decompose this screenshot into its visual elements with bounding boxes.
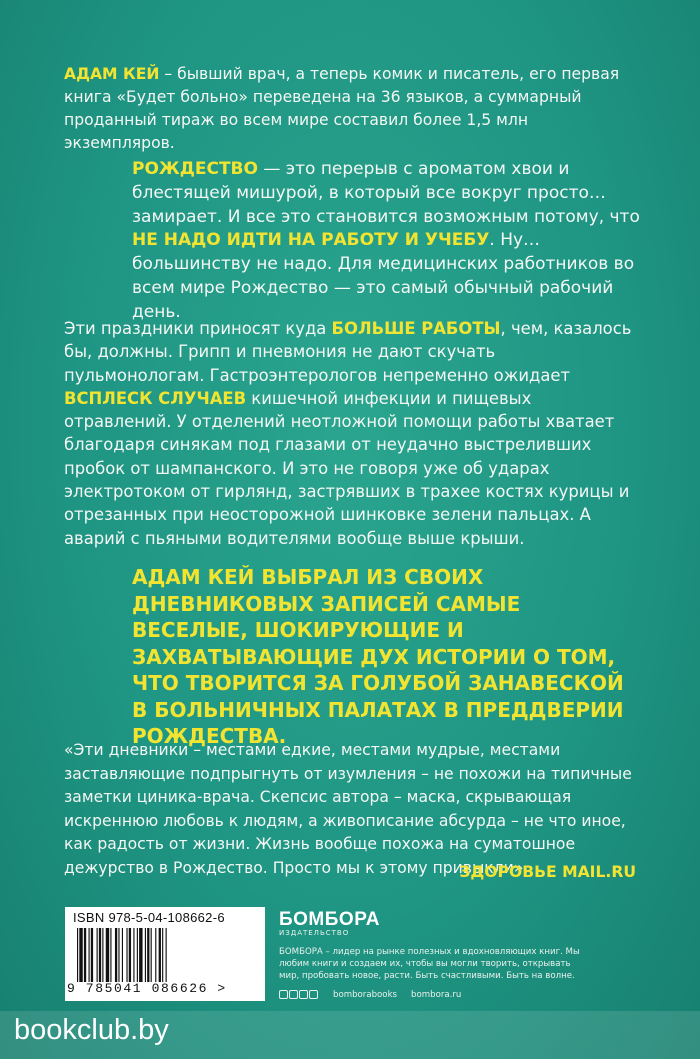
holidays-text-2: , чем, казалось бы, должны. Грипп и пневмония не дают скучать пульмонологам. Гастроэнтерологов непременно ожидает [64,319,632,385]
barcode-box [65,907,265,1001]
watermark-bar [0,1011,700,1059]
publisher-logo: БОМБОРА [279,909,380,930]
facebook-icon [279,990,288,999]
christmas-text-1: — это перерыв с ароматом хвои и блестящей мишурой, в который все вокруг просто… замирает. И все это становится возможным потому, что [132,159,640,227]
publisher-logo-subtitle: ИЗДАТЕЛЬСТВО [279,929,350,937]
author-bio [64,63,638,155]
more-work-highlight: БОЛЬШЕ РАБОТЫ [331,319,501,338]
christmas-text-2: . Ну… большинству не надо. Для медицинских работников во всем мире Рождество — это самый обычный рабочий день. [132,230,635,322]
youtube-icon [299,990,308,999]
review-quote: «Эти дневники – местами едкие, местами мудрые, местами заставляющие подпрыгнуть от изумления – не похожи на типичные заметки циника-врача. Скепсис автора – маска, скрывающая искреннюю любовь к людям, а живописание абсурда – не что иное, как радость от жизни. Жизнь вообще похожа на суматошное дежурство в Рождество. Просто мы к этому привыкли». [64,741,632,877]
holidays-text-3: кишечной инфекции и пищевых отравлений. У отделений неотложной помощи работы хватает благодаря синякам под глазами от неудачно выстреливших пробок от шампанского. И это не говоря уже об ударах электротоком от гирлянд, застрявших в трахее костях курицы и отрезанных при неосторожной шинковке зелени пальцах. А аварий с пьяными водителями вообще выше крыши. [64,388,630,548]
publisher-url: bombora.ru [411,990,462,1000]
publisher-social [279,990,639,1000]
social-handle: bomborabooks [333,990,398,1000]
barcode-digits: 9 785041 086626 > [67,981,227,996]
instagram-icon [309,990,318,999]
publisher-description: БОМБОРА – лидер на рынке полезных и вдохновляющих книг. Мы любим книги и создаем их, чтобы вы могли творить, открывать мир, пробовать новое, расти. Быть счастливыми. Быть на волне. [279,947,580,981]
holidays-paragraph [64,317,638,550]
surge-highlight: ВСПЛЕСК СЛУЧАЕВ [64,388,247,408]
review-source: ЗДОРОВЬЕ MAIL.RU [459,863,636,881]
author-name: АДАМ КЕЙ [64,65,160,83]
christmas-heading: РОЖДЕСТВО [132,159,258,179]
watermark-site: bookclub.by [14,1014,169,1046]
author-bio-text: – бывший врач, а теперь комик и писатель, его первая книга «Будет больно» переведена на 36 языков, а суммарный проданный тираж во всем мире составил более 1,5 млн экземпляров. [64,65,620,152]
social-icons [279,990,319,1000]
holidays-text-1: Эти праздники приносят куда [64,319,332,338]
book-summary: АДАМ КЕЙ ВЫБРАЛ ИЗ СВОИХ ДНЕВНИКОВЫХ ЗАПИСЕЙ САМЫЕ ВЕСЕЛЫЕ, ШОКИРУЮЩИЕ И ЗАХВАТЫВАЮЩИЕ ДУХ ИСТОРИИ О ТОМ, ЧТО ТВОРИТСЯ ЗА ГОЛУБОЙ ЗАНАВЕСКОЙ В БОЛЬНИЧНЫХ ПАЛАТАХ В ПРЕДДВЕРИИ РОЖДЕСТВА. [132,565,624,748]
christmas-intro [132,158,640,325]
barcode [77,928,253,982]
vk-icon [289,990,298,999]
publisher-block [279,909,639,1000]
no-work-highlight: НЕ НАДО ИДТИ НА РАБОТУ И УЧЕБУ [132,230,490,251]
isbn: ISBN 978-5-04-108662-6 [73,910,225,925]
